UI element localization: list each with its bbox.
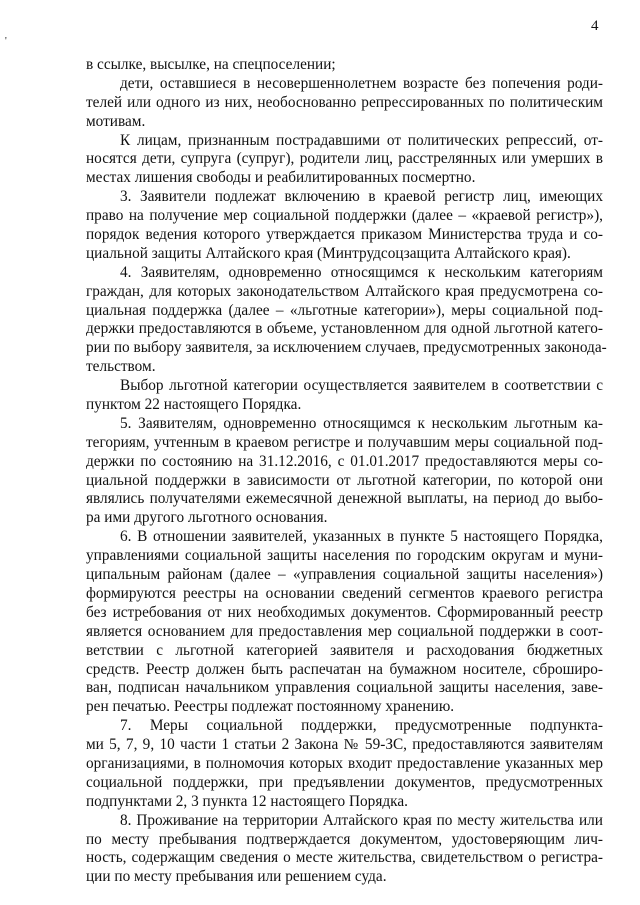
paragraph	[86, 415, 603, 528]
text-line: циальной поддержки в зависимости от льготной категории, по которой они	[86, 471, 603, 489]
text-line: средств. Реестр должен быть распечатан на бумажном носителе, сброширо-	[86, 660, 603, 678]
text-line: ми 5, 7, 9, 10 части 1 статьи 2 Закона № 59-ЗС, предоставляются заявителям	[86, 736, 603, 754]
text-line: ции по месту пребывания или решением суда.	[86, 868, 387, 886]
text-line: тегориям, учтенным в краевом регистре и получавшим меры социальной под-	[86, 433, 603, 451]
text-line: является основанием для предоставления мер социальной поддержки в соот-	[86, 622, 603, 640]
text-line: 3. Заявители подлежат включению в краевой регистр лиц, имеющих	[120, 188, 603, 206]
text-line: циальной защиты Алтайского края (Минтрудсоцзащита Алтайского края).	[86, 244, 571, 262]
text-line: пунктом 22 настоящего Порядка.	[86, 396, 302, 414]
text-line: рии по выбору заявителя, за исключением случаев, предусмотренных законода-	[86, 339, 607, 357]
page-number: 4	[591, 18, 599, 34]
text-line: организациями, в полномочия которых входит предоставление указанных мер	[86, 754, 603, 772]
text-line: ность, содержащим сведения о месте жительства, свидетельством о регистра-	[86, 849, 603, 867]
paragraph	[86, 528, 603, 717]
document-body	[86, 56, 607, 887]
text-line: 5. Заявителям, одновременно относящимся к нескольким льготным ка-	[120, 414, 603, 432]
paragraph	[86, 717, 603, 811]
text-line: право на получение мер социальной поддержки (далее – «краевой регистр»),	[86, 207, 603, 225]
text-line: подпунктами 2, 3 пункта 12 настоящего Порядка.	[86, 792, 408, 810]
text-line: держки предоставляются в объеме, установленном для одной льготной катего-	[86, 320, 603, 338]
text-line: 7. Меры социальной поддержки, предусмотренные подпункта-	[120, 717, 603, 735]
paragraph	[86, 812, 603, 888]
text-line: ветствии с льготной категорией заявителя и расходования бюджетных	[86, 641, 603, 659]
text-line: дети, оставшиеся в несовершеннолетнем возрасте без попечения роди-	[120, 74, 603, 92]
text-line: тельством.	[86, 358, 156, 376]
text-line: по месту пребывания подтверждается документом, удостоверяющим лич-	[86, 830, 603, 848]
text-line: формируются реестры на основании сведений сегментов краевого регистра	[86, 584, 603, 602]
text-line: 8. Проживание на территории Алтайского края по месту жительства или	[120, 811, 603, 829]
text-line: телей или одного из них, необоснованно репрессированных по политическим	[86, 93, 603, 111]
text-line: управлениями социальной защиты населения по городским округам и муни-	[86, 547, 603, 565]
text-line: носятся дети, супруга (супруг), родители лиц, расстрелянных или умерших в	[86, 150, 603, 168]
text-line: ван, подписан начальником управления социальной защиты населения, заве-	[86, 679, 603, 697]
text-line: без истребования от них необходимых документов. Сформированный реестр	[86, 603, 603, 621]
text-line: держки по состоянию на 31.12.2016, с 01.01.2017 предоставляются меры со-	[86, 452, 603, 470]
text-line: граждан, для которых законодательством Алтайского края предусмотрена со-	[86, 282, 603, 300]
text-line: социальной поддержки, при предъявлении документов, предусмотренных	[86, 773, 603, 791]
text-line: ра ими другого льготного основания.	[86, 509, 328, 527]
text-line: циальная поддержка (далее – «льготные категории»), меры социальной под-	[86, 301, 603, 319]
text-line: в ссылке, высылке, на спецпоселении;	[86, 56, 336, 73]
text-line: К лицам, признанным пострадавшими от политических репрессий, от-	[120, 131, 603, 149]
text-line: 4. Заявителям, одновременно относящимся к нескольким категориям	[120, 263, 603, 281]
text-line: местах лишения свободы и реабилитированных посмертно.	[86, 169, 476, 187]
paragraph	[86, 56, 603, 75]
text-line: рен печатью. Реестры подлежат постоянному хранению.	[86, 698, 455, 716]
text-line: Выбор льготной категории осуществляется заявителем в соответствии с	[120, 377, 603, 395]
paragraph	[86, 75, 603, 132]
margin-mark: '	[5, 36, 7, 47]
paragraph	[86, 132, 603, 189]
text-line: мотивам.	[86, 112, 146, 130]
text-line: являлись получателями ежемесячной денежной выплаты, на период до выбо-	[86, 490, 603, 508]
text-line: 6. В отношении заявителей, указанных в пункте 5 настоящего Порядка,	[120, 528, 603, 546]
paragraph	[86, 377, 603, 415]
paragraph	[86, 263, 607, 377]
text-line: ципальным районам (далее – «управления социальной защиты населения»)	[86, 566, 603, 584]
text-line: порядок ведения которого утверждается приказом Министерства труда и со-	[86, 226, 603, 244]
paragraph	[86, 188, 603, 264]
